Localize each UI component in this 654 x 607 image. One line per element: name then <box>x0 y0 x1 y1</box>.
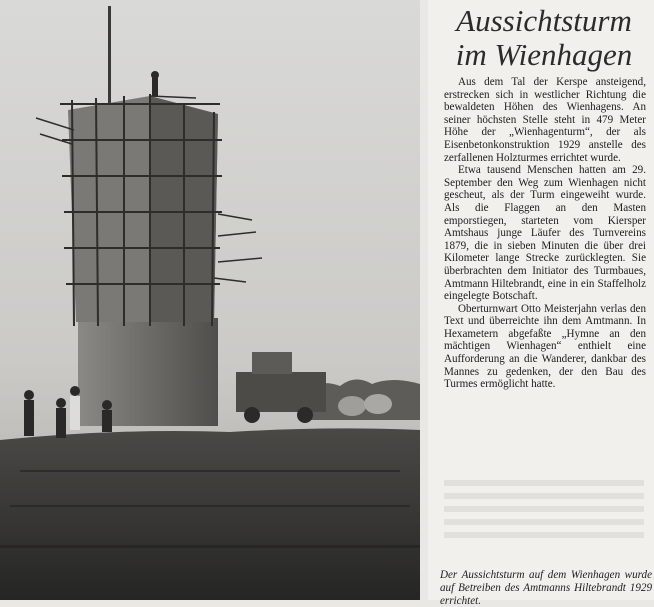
article-paragraph: Oberturnwart Otto Meisterjahn verlas den Text und überreichte ihn dem Amtmann. In Hexametern abgefaßte „Hymne an den mächtigen Wienhagen“ enthielt eine Aufforderung an die Wanderer, dankbar des Mannes zu gedenken, der den Bau des Turmes ermöglicht hatte. <box>444 302 646 391</box>
faded-bleedthrough-text <box>444 480 644 546</box>
article-body <box>444 76 646 391</box>
headline-line-2: im Wienhagen <box>455 37 633 72</box>
article-headline <box>428 0 654 72</box>
article-paragraph: Aus dem Tal der Kerspe ansteigend, erstrecken sich in westlicher Richtung die bewaldeten Höhen des Wienhagens. An seiner höchsten Stelle steht in 479 Meter Höhe der „Wienhagenturm“, der als Eisenbetonkonstruktion 1929 anstelle des zerfallenen Holzturmes errichtet wurde. <box>444 76 646 164</box>
article-paragraph: Etwa tausend Menschen hatten am 29. September den Weg zum Wienhagen nicht gescheut, als der Turm eingeweiht wurde. Als die Flaggen an den Masten emporstiegen, starteten vom Kiersper Amtshaus junge Läufer des Turnvereins 1879, die in sieben Minuten die über drei Kilometer lange Strecke zurücklegten. Sie überbrachten dem Initiator des Turmbaues, Amtmann Hiltebrandt, eine in ein Staffelholz eingelegte Botschaft. <box>444 164 646 303</box>
photo-caption: Der Aussichtsturm auf dem Wienhagen wurde auf Betreiben des Amtmanns Hiltebrandt 1929 errichtet. <box>440 569 652 607</box>
article-column <box>428 0 654 607</box>
headline-line-1: Aussichtsturm <box>456 3 632 38</box>
